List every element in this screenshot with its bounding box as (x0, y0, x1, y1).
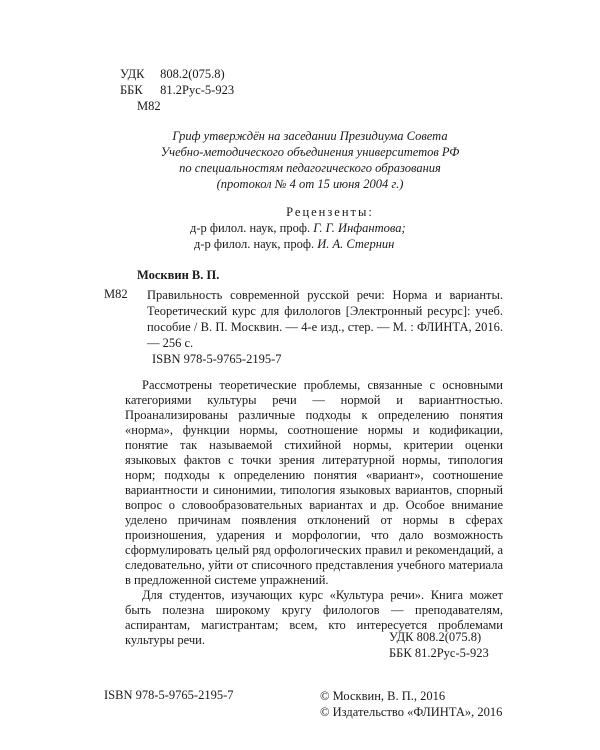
bibliography-sign: М82 (104, 287, 128, 301)
copyright-author: © Москвин, В. П., 2016 (320, 689, 446, 703)
bbk-label: ББК (120, 83, 143, 97)
footer-isbn: ISBN 978-5-9765-2195-7 (104, 688, 234, 702)
annotation (125, 378, 503, 648)
reviewer-1-degree: д-р филол. наук, проф. (190, 221, 311, 235)
reviewer-1-name: Г. Г. Инфантова; (313, 221, 406, 235)
copyright-publisher: © Издательство «ФЛИНТА», 2016 (320, 705, 503, 719)
udk-row (120, 66, 234, 82)
grif-line-3: по специальностям педагогического образования (179, 161, 441, 175)
approval-stamp-text (90, 128, 530, 192)
bbk-row (120, 82, 234, 98)
bbk-repeat: ББК 81.2Рус-5-923 (389, 646, 489, 660)
bbk-value: 81.2Рус-5-923 (160, 83, 235, 97)
reviewers-title: Рецензенты: (286, 205, 374, 219)
reviewer-2-name: И. А. Стернин (317, 237, 395, 251)
grif-line-1: Гриф утверждён на заседании Президиума Совета (172, 129, 448, 143)
udk-repeat: УДК 808.2(075.8) (389, 630, 482, 644)
bibliography-description: Правильность современной русской речи: Норма и варианты. Теоретический курс для филологов [Электронный ресурс]: учеб. пособие / В. П. Москвин. — 4-е изд., стер. — М. : ФЛИНТА, 2016. — 256 с. (147, 288, 503, 350)
bibliography-isbn: ISBN 978-5-9765-2195-7 (152, 352, 282, 366)
classification-codes-repeat (389, 629, 509, 661)
bibliography-author: Москвин В. П. (137, 268, 220, 282)
annotation-paragraph-2: Для студентов, изучающих курс «Культура речи». Книга может быть полезна широкому кругу филологов — преподавателям, аспирантам, магистрантам; всем, кто интересуется проблемами культуры речи. (125, 588, 503, 647)
reviewer-2 (190, 236, 550, 252)
reviewer-1 (190, 220, 550, 236)
grif-line-2: Учебно-методического объединения университетов РФ (160, 145, 460, 159)
reviewers-block (190, 204, 550, 252)
annotation-paragraph-1: Рассмотрены теоретические проблемы, связанные с основными категориями культуры речи — нормой и вариантностью. Проанализированы различные подходы к определению понятия «норма», функции нормы, соотношение нормы и кодификации, понятие так называемой стихийной нормы, критерии оценки языковых фактов с точки зрения литературной нормы, типология норм; подходы к определению понятия «вариант», соотношение вариантности и синонимии, типология языковых вариантов, спорный вопрос о словообразовательных вариантах и др. Особое внимание уделено причинам появления отклонений от нормы в сферах произношения, ударения и морфологии, что дало возможность сформулировать целый ряд орфологических правил и рекомендаций, а следовательно, уйти от списочного представления учебного материала в предложенной системе упражнений. (125, 378, 503, 587)
reviewer-2-degree: д-р филол. наук, проф. (194, 237, 315, 251)
grif-line-4: (протокол № 4 от 15 июня 2004 г.) (216, 177, 404, 191)
copyright-block (320, 688, 502, 720)
udk-value: 808.2(075.8) (160, 67, 225, 81)
author-sign: М82 (137, 99, 161, 113)
udk-label: УДК (120, 67, 145, 81)
classification-codes (120, 66, 234, 114)
